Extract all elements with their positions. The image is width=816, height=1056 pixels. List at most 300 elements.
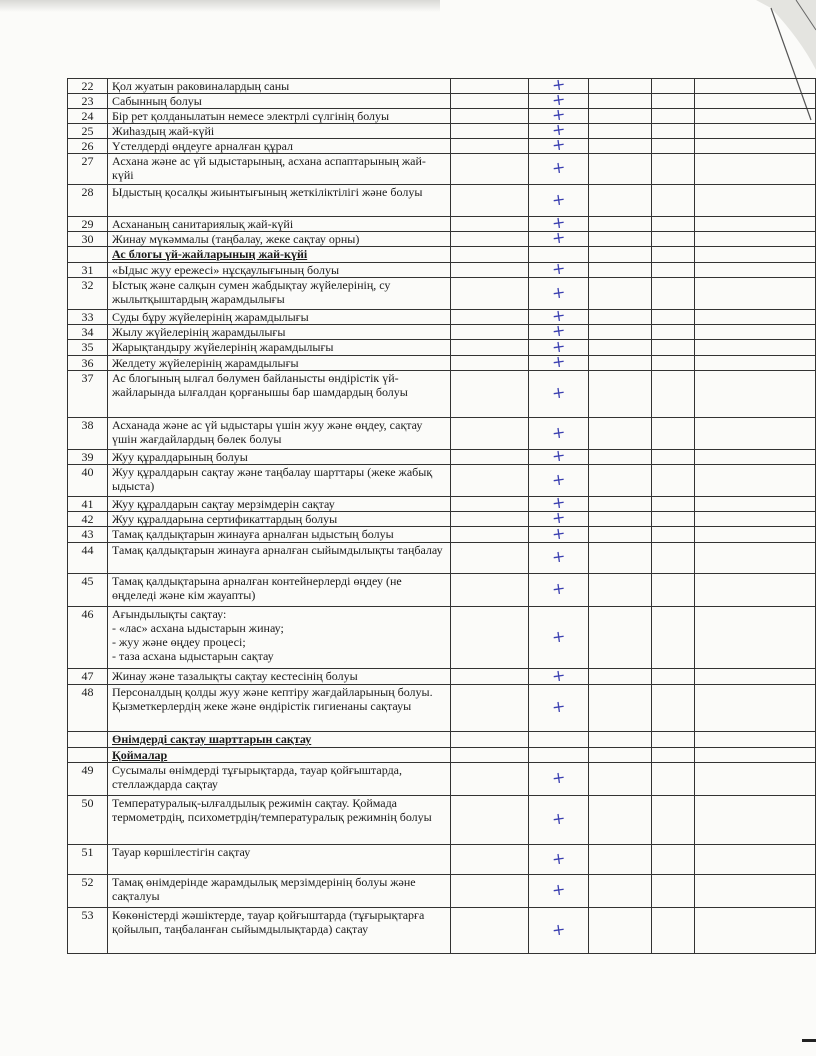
yes-cell	[529, 845, 589, 875]
blank-cell	[652, 543, 695, 574]
criterion-text: Суды бұру жүйелерінің жарамдылығы	[108, 310, 451, 325]
criterion-text: Бір рет қолданылатын немесе электрлі сүлгінің болуы	[108, 109, 451, 124]
table-row	[68, 340, 816, 356]
blank-cell	[695, 154, 816, 185]
yes-cell	[529, 664, 589, 686]
yes-cell	[529, 278, 589, 310]
blank-cell	[589, 845, 652, 875]
blank-cell	[589, 685, 652, 732]
section-header-row	[68, 748, 816, 763]
blank-cell	[652, 94, 695, 109]
row-number: 42	[68, 512, 108, 527]
blank-cell	[695, 796, 816, 845]
blank-cell	[589, 908, 652, 954]
yes-cell	[529, 908, 589, 954]
handwritten-plus-mark: +	[550, 351, 567, 372]
table-row	[68, 310, 816, 325]
blank-cell	[652, 875, 695, 908]
row-number: 49	[68, 763, 108, 796]
blank-cell	[589, 278, 652, 310]
blank-cell	[652, 748, 695, 763]
criterion-text: Тамақ қалдықтарын жинауға арналған ыдыстың болуы	[108, 527, 451, 543]
yes-cell	[529, 134, 589, 155]
row-number: 43	[68, 527, 108, 543]
handwritten-plus-mark: +	[550, 104, 567, 125]
blank-cell	[652, 371, 695, 418]
blank-cell	[589, 340, 652, 356]
handwritten-plus-mark: +	[550, 227, 567, 248]
handwritten-plus-mark: +	[550, 879, 567, 900]
section-header-row	[68, 732, 816, 748]
blank-cell	[589, 669, 652, 685]
checklist-sheet	[67, 74, 815, 954]
table-row	[68, 465, 816, 497]
blank-cell	[652, 124, 695, 139]
blank-cell	[589, 232, 652, 247]
row-number: 30	[68, 232, 108, 247]
blank-cell	[589, 450, 652, 465]
row-number	[68, 748, 108, 763]
blank-cell	[695, 109, 816, 124]
blank-cell	[652, 356, 695, 371]
handwritten-plus-mark: +	[550, 696, 567, 717]
blank-cell	[451, 247, 529, 263]
table-row	[68, 527, 816, 543]
table-row	[68, 574, 816, 607]
table-row	[68, 763, 816, 796]
blank-cell	[451, 763, 529, 796]
yes-cell	[529, 732, 589, 748]
blank-cell	[451, 94, 529, 109]
criterion-text: Жуу құралдарын сақтау мерзімдерін сақтау	[108, 497, 451, 512]
table-row	[68, 139, 816, 154]
handwritten-plus-mark: +	[550, 305, 567, 326]
handwritten-plus-mark: +	[550, 664, 567, 686]
row-number: 45	[68, 574, 108, 607]
row-number: 44	[68, 543, 108, 574]
criterion-text: Асханада және ас үй ыдыстары үшін жуу және өңдеу, сақтау үшін жағдайлардың бөлек болуы	[108, 418, 451, 450]
blank-cell	[589, 325, 652, 340]
handwritten-plus-mark: +	[550, 847, 567, 869]
blank-cell	[451, 79, 529, 94]
row-number: 48	[68, 685, 108, 732]
blank-cell	[589, 527, 652, 543]
blank-cell	[695, 669, 816, 685]
yes-cell	[529, 445, 589, 466]
blank-cell	[451, 748, 529, 763]
blank-cell	[695, 185, 816, 217]
table-row	[68, 371, 816, 418]
blank-cell	[695, 356, 816, 371]
blank-cell	[589, 356, 652, 371]
blank-cell	[695, 139, 816, 154]
criterion-text: Жинау мүкәммалы (таңбалау, жеке сақтау орны)	[108, 232, 451, 247]
yes-cell	[529, 574, 589, 607]
blank-cell	[652, 845, 695, 875]
criterion-text: Қол жуатын раковиналардың саны	[108, 79, 451, 94]
blank-cell	[451, 278, 529, 310]
blank-cell	[652, 263, 695, 278]
handwritten-plus-mark: +	[550, 335, 567, 357]
blank-cell	[652, 763, 695, 796]
yes-cell	[529, 185, 589, 217]
handwritten-plus-mark: +	[550, 445, 567, 466]
blank-cell	[589, 796, 652, 845]
blank-cell	[589, 497, 652, 512]
blank-cell	[589, 607, 652, 669]
handwritten-plus-mark: +	[550, 157, 567, 178]
yes-cell	[529, 418, 589, 450]
row-number: 31	[68, 263, 108, 278]
blank-cell	[451, 371, 529, 418]
row-number: 22	[68, 79, 108, 94]
blank-cell	[695, 232, 816, 247]
criterion-text: Желдету жүйелерінің жарамдылығы	[108, 356, 451, 371]
handwritten-plus-mark: +	[550, 507, 567, 528]
criterion-text: Ыдыстың қосалқы жиынтығының жеткіліктілігі және болуы	[108, 185, 451, 217]
table-row	[68, 124, 816, 139]
blank-cell	[652, 418, 695, 450]
yes-cell	[529, 607, 589, 669]
handwritten-plus-mark: +	[550, 281, 567, 303]
blank-cell	[589, 465, 652, 497]
blank-cell	[589, 543, 652, 574]
row-number: 50	[68, 796, 108, 845]
blank-cell	[451, 418, 529, 450]
handwritten-plus-mark: +	[550, 808, 567, 829]
blank-cell	[589, 154, 652, 185]
criterion-text: Жуу құралдарына сертификаттардың болуы	[108, 512, 451, 527]
blank-cell	[451, 732, 529, 748]
blank-cell	[652, 527, 695, 543]
table-row	[68, 512, 816, 527]
row-number: 26	[68, 139, 108, 154]
blank-cell	[451, 139, 529, 154]
section-title: Қоймалар	[108, 748, 451, 763]
blank-cell	[451, 607, 529, 669]
handwritten-plus-mark: +	[550, 625, 567, 647]
handwritten-plus-mark: +	[550, 421, 567, 443]
blank-cell	[589, 748, 652, 763]
blank-cell	[589, 124, 652, 139]
blank-cell	[695, 418, 816, 450]
yes-cell	[529, 796, 589, 845]
row-number: 52	[68, 875, 108, 908]
criterion-text: Тамақ өнімдерінде жарамдылық мерзімдерінің болуы және сақталуы	[108, 875, 451, 908]
yes-cell	[529, 685, 589, 732]
row-number: 33	[68, 310, 108, 325]
blank-cell	[451, 875, 529, 908]
criterion-text: Асхана және ас үй ыдыстарының, асхана аспаптарының жай-күйі	[108, 154, 451, 185]
blank-cell	[695, 340, 816, 356]
blank-cell	[652, 450, 695, 465]
yes-cell	[529, 763, 589, 796]
table-row	[68, 79, 816, 94]
criterion-text: Жуу құралдарын сақтау және таңбалау шарттары (жеке жабық ыдыста)	[108, 465, 451, 497]
row-number: 29	[68, 217, 108, 232]
criterion-text: Үстелдерді өңдеуге арналған құрал	[108, 139, 451, 154]
blank-cell	[652, 574, 695, 607]
blank-cell	[451, 340, 529, 356]
blank-cell	[695, 217, 816, 232]
yes-cell	[529, 227, 589, 248]
blank-cell	[451, 465, 529, 497]
criterion-text: Тамақ қалдықтарын жинауға арналған сыйымдылықты таңбалау	[108, 543, 451, 574]
blank-cell	[695, 94, 816, 109]
blank-cell	[589, 109, 652, 124]
handwritten-plus-mark: +	[550, 492, 567, 513]
blank-cell	[589, 79, 652, 94]
table-row	[68, 685, 816, 732]
blank-cell	[652, 278, 695, 310]
blank-cell	[451, 845, 529, 875]
table-row	[68, 796, 816, 845]
blank-cell	[695, 497, 816, 512]
handwritten-plus-mark: +	[550, 320, 567, 341]
blank-cell	[451, 685, 529, 732]
handwritten-plus-mark: +	[550, 382, 567, 403]
table-row	[68, 607, 816, 669]
blank-cell	[589, 875, 652, 908]
blank-cell	[652, 154, 695, 185]
blank-cell	[652, 465, 695, 497]
table-row	[68, 217, 816, 232]
table-row	[68, 263, 816, 278]
blank-cell	[451, 217, 529, 232]
table-row	[68, 669, 816, 685]
row-number: 27	[68, 154, 108, 185]
handwritten-plus-mark: +	[550, 89, 567, 110]
blank-cell	[451, 109, 529, 124]
row-number: 41	[68, 497, 108, 512]
yes-cell	[529, 875, 589, 908]
yes-cell	[529, 522, 589, 544]
criterion-text: Жиһаздың жай-күйі	[108, 124, 451, 139]
row-number: 51	[68, 845, 108, 875]
blank-cell	[695, 325, 816, 340]
row-number: 28	[68, 185, 108, 217]
row-number: 35	[68, 340, 108, 356]
blank-cell	[451, 356, 529, 371]
handwritten-plus-mark: +	[550, 212, 567, 233]
row-number: 32	[68, 278, 108, 310]
criterion-text: Жарықтандыру жүйелерінің жарамдылығы	[108, 340, 451, 356]
blank-cell	[695, 908, 816, 954]
blank-cell	[695, 607, 816, 669]
blank-cell	[451, 450, 529, 465]
scan-mark	[802, 1039, 816, 1042]
table-row	[68, 908, 816, 954]
criterion-text: Жылу жүйелерінің жарамдылығы	[108, 325, 451, 340]
criterion-text: Көкөністерді жәшіктерде, тауар қойғыштарда (тұғырықтарға қойылып, таңбаланған сыйымдылықтарда) сақтау	[108, 908, 451, 954]
criterion-text: «Ыдыс жуу ережесі» нұсқаулығының болуы	[108, 263, 451, 278]
row-number: 46	[68, 607, 108, 669]
handwritten-plus-mark: +	[550, 918, 567, 940]
table-row	[68, 875, 816, 908]
handwritten-plus-mark: +	[550, 767, 567, 788]
blank-cell	[451, 908, 529, 954]
scan-shadow-top	[0, 0, 440, 12]
blank-cell	[695, 263, 816, 278]
blank-cell	[695, 845, 816, 875]
criterion-text: Ағындылықты сақтау: - «лас» асхана ыдыстарын жинау; - жуу және өңдеу процесі; - таза асхана ыдыстарын сақтау	[108, 607, 451, 669]
blank-cell	[652, 512, 695, 527]
blank-cell	[652, 607, 695, 669]
blank-cell	[652, 497, 695, 512]
row-number: 23	[68, 94, 108, 109]
handwritten-plus-mark: +	[550, 134, 567, 155]
blank-cell	[589, 263, 652, 278]
blank-cell	[589, 418, 652, 450]
blank-cell	[652, 247, 695, 263]
table-row	[68, 543, 816, 574]
checklist-table	[67, 74, 816, 954]
row-number: 47	[68, 669, 108, 685]
blank-cell	[695, 527, 816, 543]
criterion-text: Сабынның болуы	[108, 94, 451, 109]
blank-cell	[652, 669, 695, 685]
blank-cell	[695, 685, 816, 732]
blank-cell	[589, 512, 652, 527]
row-number	[68, 247, 108, 263]
section-title: Ас блогы үй-жайларының жай-күйі	[108, 247, 451, 263]
blank-cell	[695, 124, 816, 139]
blank-cell	[451, 124, 529, 139]
blank-cell	[451, 325, 529, 340]
blank-cell	[589, 185, 652, 217]
row-number: 24	[68, 109, 108, 124]
blank-cell	[695, 247, 816, 263]
blank-cell	[695, 748, 816, 763]
blank-cell	[589, 247, 652, 263]
handwritten-plus-mark: +	[550, 468, 567, 490]
blank-cell	[652, 732, 695, 748]
row-number: 36	[68, 356, 108, 371]
table-row	[68, 325, 816, 340]
blank-cell	[652, 908, 695, 954]
table-row	[68, 109, 816, 124]
blank-cell	[451, 497, 529, 512]
blank-cell	[652, 79, 695, 94]
blank-cell	[451, 154, 529, 185]
handwritten-plus-mark: +	[550, 546, 567, 567]
yes-cell	[529, 748, 589, 763]
blank-cell	[695, 371, 816, 418]
handwritten-plus-mark: +	[550, 578, 567, 599]
section-header-row	[68, 247, 816, 263]
blank-cell	[695, 79, 816, 94]
handwritten-plus-mark: +	[550, 119, 567, 140]
blank-cell	[451, 185, 529, 217]
blank-cell	[589, 574, 652, 607]
blank-cell	[451, 512, 529, 527]
blank-cell	[589, 217, 652, 232]
row-number: 37	[68, 371, 108, 418]
row-number: 53	[68, 908, 108, 954]
handwritten-plus-mark: +	[550, 188, 567, 210]
blank-cell	[652, 217, 695, 232]
section-title: Өнімдерді сақтау шарттарын сақтау	[108, 732, 451, 748]
blank-cell	[652, 139, 695, 154]
criterion-text: Тауар көршілестігін сақтау	[108, 845, 451, 875]
blank-cell	[451, 574, 529, 607]
blank-cell	[451, 669, 529, 685]
blank-cell	[652, 325, 695, 340]
blank-cell	[695, 450, 816, 465]
criterion-text: Персоналдың қолды жуу және кептіру жағдайларының болуы. Қызметкерлердің жеке және өндірістік гигиенаны сақтауы	[108, 685, 451, 732]
blank-cell	[695, 465, 816, 497]
blank-cell	[451, 796, 529, 845]
handwritten-plus-mark: +	[550, 74, 567, 95]
blank-cell	[695, 543, 816, 574]
criterion-text: Жуу құралдарының болуы	[108, 450, 451, 465]
blank-cell	[451, 527, 529, 543]
yes-cell	[529, 258, 589, 279]
criterion-text: Жинау және тазалықты сақтау кестесінің болуы	[108, 669, 451, 685]
table-row	[68, 497, 816, 512]
table-row	[68, 845, 816, 875]
table-row	[68, 356, 816, 371]
blank-cell	[695, 763, 816, 796]
yes-cell	[529, 154, 589, 185]
criterion-text: Асхананың санитариялық жай-күйі	[108, 217, 451, 232]
blank-cell	[652, 310, 695, 325]
blank-cell	[695, 512, 816, 527]
blank-cell	[589, 310, 652, 325]
table-row	[68, 232, 816, 247]
blank-cell	[695, 732, 816, 748]
blank-cell	[589, 94, 652, 109]
blank-cell	[695, 574, 816, 607]
handwritten-plus-mark: +	[550, 522, 567, 544]
blank-cell	[652, 185, 695, 217]
blank-cell	[589, 139, 652, 154]
criterion-text: Температуралық-ылғалдылық режимін сақтау. Қоймада термометрдің, психометрдің/температуралық режимнің болуы	[108, 796, 451, 845]
blank-cell	[451, 543, 529, 574]
blank-cell	[695, 875, 816, 908]
blank-cell	[652, 340, 695, 356]
blank-cell	[589, 371, 652, 418]
handwritten-plus-mark: +	[550, 258, 567, 279]
table-row	[68, 94, 816, 109]
row-number: 25	[68, 124, 108, 139]
blank-cell	[451, 310, 529, 325]
blank-cell	[589, 732, 652, 748]
table-row	[68, 450, 816, 465]
blank-cell	[451, 263, 529, 278]
row-number: 34	[68, 325, 108, 340]
row-number	[68, 732, 108, 748]
table-row	[68, 418, 816, 450]
criterion-text: Ыстық және салқын сумен жабдықтау жүйелерінің, су жылытқыштардың жарамдылығы	[108, 278, 451, 310]
blank-cell	[695, 278, 816, 310]
yes-cell	[529, 465, 589, 497]
criterion-text: Ас блогының ылғал бөлумен байланысты өндірістік үй-жайларында ылғалдан қорғанышы бар шамдардың болуы	[108, 371, 451, 418]
blank-cell	[589, 763, 652, 796]
yes-cell	[529, 371, 589, 418]
yes-cell	[529, 351, 589, 372]
blank-cell	[451, 232, 529, 247]
table-row	[68, 154, 816, 185]
row-number: 38	[68, 418, 108, 450]
blank-cell	[652, 232, 695, 247]
blank-cell	[652, 109, 695, 124]
yes-cell	[529, 543, 589, 574]
blank-cell	[652, 796, 695, 845]
criterion-text: Сусымалы өнімдерді тұғырықтарда, тауар қойғыштарда, стеллаждарда сақтау	[108, 763, 451, 796]
table-row	[68, 185, 816, 217]
row-number: 40	[68, 465, 108, 497]
